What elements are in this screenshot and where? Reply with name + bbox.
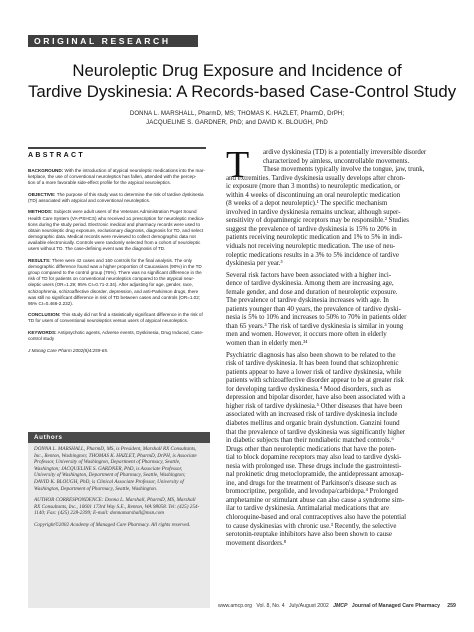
abstract-body [28, 168, 210, 354]
drop-cap: T [226, 144, 250, 186]
body-line: dyskinesia per year.³ [226, 260, 283, 268]
abstract-line [28, 180, 210, 186]
abstract-line [28, 318, 210, 324]
body-line: for developing tardive dyskinesia.⁴ Mood disorders, such as [226, 385, 391, 393]
abstract-text: 95% CI=0.466-2.232). [28, 300, 74, 306]
footer-date: July/August 2002 [288, 603, 329, 609]
body-line: patients younger than 40 years, the prevalence of tardive dyski- [226, 305, 401, 313]
abstract-text: oleptic users (OR=1.29; 95% CI=0.71-2.34). After adjusting for age, gender, race, [28, 282, 193, 288]
abstract-text: Health Care System (VA-PSHCS) who received ≥1 prescription for neuroleptic medica- [28, 215, 205, 221]
abstract-section [28, 209, 210, 252]
body-line: characterized by aimless, uncontrollable movements. [263, 157, 410, 165]
body-line: women than in elderly men.³⁴ [226, 340, 308, 348]
abstract-text: available electronically. Controls were randomly selected from a cohort of neuroleptic [28, 240, 201, 246]
body-line: amphetamine or stimulant abuse can also cause a syndrome sim- [226, 496, 405, 504]
body-line: than 65 years.³ The risk of tardive dyskinesia is similar in young [226, 322, 404, 330]
authors-box-line: DAVID K. BLOUGH, PhD, is Clinical Associate Professor, University of [34, 478, 184, 485]
abstract-text: Subjects were adult users of the Veterans Administration Puget Sound [52, 209, 197, 215]
body-line: dence of tardive dyskinesia. Among them are increasing age, [226, 280, 394, 288]
section-badge: ORIGINAL RESEARCH [28, 35, 198, 47]
page-footer [218, 603, 456, 609]
body-line: Psychiatric diagnosis has also been shown to be related to the [226, 351, 396, 359]
body-line: ilar to tardive dyskinesia. Antimalarial medications that are [226, 505, 390, 513]
body-line: nesia with prolonged use. These drugs include the gastrointesti- [226, 462, 402, 470]
authors-box-line: University of Washington, Department of Pharmacy, Seattle, Washington; [34, 472, 186, 479]
abstract-text: The purpose of this study was to determine the risk of tardive dyskinesia [55, 191, 204, 197]
title-line-2: Tardive Dyskinesia: A Records-based Case-Control Study [28, 82, 457, 101]
footer-url: www.amcp.org [218, 603, 253, 609]
body-line: movement disorders.⁸ [226, 539, 287, 547]
abstract-section [28, 192, 210, 204]
authors-box-line: Washington, Department of Pharmacy, Seattle, Washington. [34, 485, 158, 492]
body-line: in diabetic subjects than their nondiabetic matched controls.⁶ [226, 437, 394, 445]
body-line: and extremities. Tardive dyskinesia usually develops after chron- [226, 174, 406, 182]
body-line: chloroquine-based and oral contraceptives also have the potential [226, 513, 407, 521]
article-body [226, 144, 446, 548]
body-line: tial to block dopamine receptors may also lead to tardive dyski- [226, 454, 402, 462]
authors-box-heading: Authors [28, 432, 210, 443]
body-line: serotonin-reuptake inhibitors have also been shown to cause [226, 531, 392, 539]
authors-box-line: Washington; JACQUELINE S. GARDNER, PhD, is Associate Professor, [34, 465, 183, 472]
abstract-text: schizophrenia, schizoaffective disorder, depression, and anti-Parkinson drugs, there [28, 288, 199, 294]
abstract-line [28, 336, 210, 342]
author-line-1: DONNA L. MARSHALL, PharmD, MS; THOMAS K. HAZLET, PharmD, DrPH; [129, 110, 345, 117]
abstract-section [28, 168, 210, 186]
abstract-line [28, 198, 210, 204]
abstract-text: Antipsychotic agents, Adverse events, Dyskinesia, Drug Induced, Case- [56, 329, 204, 335]
body-line: suggest the prevalence of tardive dyskinesia is 15% to 20% in [226, 225, 397, 233]
body-line: bromocriptine, pergolide, and levodopa/carbidopa.⁴ Prolonged [226, 488, 399, 496]
abstract-line [28, 301, 210, 307]
abstract-text: demographic data. Medical records were reviewed to collect demographic data not [28, 234, 196, 239]
author-line-2: JACQUELINE S. GARDNER, PhD; and DAVID K. BLOUGH, PhD [146, 118, 328, 126]
body-line: The prevalence of tardive dyskinesia increases with age. In [226, 297, 389, 305]
abstract-text: This study did not find a statistically significant difference in the risk of [60, 312, 203, 318]
abstract-line [28, 330, 210, 336]
body-line: nal prokinetic drug metoclopramide, the antidepressant amoxap- [226, 471, 404, 479]
abstract-text: tion of a more favorable side-effect profile for the atypical neuroleptics. [28, 180, 171, 186]
abstract-text: risk of TD for patients on conventional neuroleptics compared to the atypical neur- [28, 276, 195, 282]
abstract-text: ketplace, the use of conventional neuroleptics has fallen, attended with the percep- [28, 174, 197, 180]
abstract-text: (TD) associated with atypical and conventional neuroleptics. [28, 197, 151, 203]
abstract-section [28, 312, 210, 324]
abstract-label: RESULTS: [28, 257, 51, 263]
body-line: men and women. However, it occurs more often in elderly [226, 331, 387, 339]
abstract-text: demographic difference found was a higher proportion of Caucasians (90%) in the TD [28, 263, 202, 269]
body-line: sensitivity of dopaminergic receptors may be responsible.² Studies [226, 217, 409, 225]
authors-box-line: AUTHOR CORRESPONDENCE: Donna L. Marshall, PharmD, MS, Marshall [34, 497, 196, 504]
body-line: within 4 weeks of discontinuing an oral neuroleptic medication [226, 191, 401, 199]
abstract-text: users without TD. The case-defining event was the diagnosis of TD. [28, 246, 166, 252]
authors-box-line: Professor, University of Washington, Department of Pharmacy, Seattle, [34, 459, 181, 466]
abstract-text: obtain neuroleptic drug exposure, exclusionary diagnosis, diagnosis for TD, and select [28, 227, 204, 233]
body-line: viduals not receiving neuroleptic medication. The use of neu- [226, 243, 396, 251]
body-line: nesia is 5% to 10% and increases to 50% to 70% in patients older [226, 314, 407, 322]
abstract-text: tions during the study period. Electronic medical and pharmacy records were used to [28, 221, 201, 227]
abstract-section [28, 330, 210, 342]
body-line: associated with an increased risk of tardive dyskinesia include [226, 411, 398, 419]
copyright: Copyright©2002 Academy of Managed Care Pharmacy. All rights reserved. [34, 521, 191, 528]
author-list [28, 110, 446, 127]
authors-box-line: 1140; Fax: (425) 228-2399; E-mail: donnamarshall@msn.com [34, 510, 164, 517]
authors-box-body [34, 446, 206, 529]
abstract-section [28, 258, 210, 307]
abstract-line [28, 246, 210, 252]
authors-box-line: DONNA L. MARSHALL, PharmD, MS, is President, Marshall RX Consultants, [34, 446, 197, 452]
authors-box-line: RX Consultants, Inc., 10601 173rd Way S.E., Renton, WA 98058. Tel: (425) 254- [34, 503, 200, 510]
abstract-label: BACKGROUND: [28, 168, 64, 173]
footer-journal: Journal of Managed Care Pharmacy [351, 603, 441, 609]
body-line: higher risk of tardive dyskinesia.⁵ Other diseases that have been [226, 402, 403, 410]
abstract-text: group compared to the control group (76%). There was no significant difference in the [28, 270, 202, 276]
abstract-label: OBJECTIVE: [28, 191, 56, 197]
body-line: female gender, and dose and duration of neuroleptic exposure. [226, 288, 398, 296]
abstract-rule [28, 147, 206, 149]
abstract-text: control study [28, 336, 55, 342]
article-title [28, 60, 457, 102]
abstract-text: There were 42 cases and 160 controls for the final analysis. The only [50, 257, 192, 263]
body-line: to cause dyskinesias with chronic use.³ Recently, the selective [226, 522, 397, 530]
footer-jmcp: JMCP [333, 603, 348, 609]
abstract-label: METHODS: [28, 209, 53, 215]
body-line: diabetes mellitus and organic brain dysfunction. Ganzini found [226, 419, 400, 427]
abstract-text: was still no significant difference in risk of TD between cases and controls (OR=1.02; [28, 294, 201, 300]
body-line: that the prevalence of tardive dyskinesia was significantly higher [226, 428, 406, 436]
abstract-label: CONCLUSION: [28, 312, 61, 318]
body-line: patients with schizoaffective disorder appear to be at greater risk [226, 377, 404, 385]
authors-box-line: Inc., Renton, Washington; THOMAS K. HAZLET, PharmD, DrPH, is Associate [34, 452, 197, 459]
body-line: (8 weeks of a depot neuroleptic).¹ The specific mechanism [226, 200, 388, 208]
abstract-text: With the introduction of atypical neuroleptic medications into the mar- [63, 168, 205, 173]
body-line: patients receiving neuroleptic medication and 1% to 5% in indi- [226, 234, 403, 242]
body-line: Several risk factors have been associated with a higher inci- [226, 271, 392, 279]
abstract-heading: ABSTRACT [28, 152, 85, 159]
abstract-text: TD for users of conventional neuroleptics versus users of atypical neuroleptics. [28, 318, 189, 324]
body-line: roleptic medications results in a 3% to 5% incidence of tardive [226, 251, 399, 259]
abstract-label: KEYWORDS: [28, 329, 57, 335]
footer-volume: Vol. 8, No. 4 [256, 603, 285, 609]
body-line: depression and bipolar disorder, have also been associated with a [226, 394, 406, 402]
title-line-1: Neuroleptic Drug Exposure and Incidence of [72, 61, 402, 80]
page-number: 259 [447, 603, 456, 609]
body-line: These movements typically involve the tongue, jaw, trunk, [263, 166, 425, 174]
body-line: risk of tardive dyskinesia. It has been found that schizophrenic [226, 360, 399, 368]
body-line: ardive dyskinesia (TD) is a potentially irreversible disorder [263, 149, 427, 156]
body-line: patients appear to have a lower risk of tardive dyskinesia, while [226, 368, 402, 376]
body-line: involved in tardive dyskinesia remains unclear, although super- [226, 208, 401, 216]
body-line: Drugs other than neuroleptic medications that have the poten- [226, 445, 397, 453]
body-line: ic exposure (more than 3 months) to neuroleptic medication, or [226, 183, 401, 191]
body-line: ine, and drugs for the treatment of Parkinson's disease such as [226, 479, 397, 487]
citation: J Manag Care Pharm 2002(8)4:259-65. [28, 347, 109, 353]
